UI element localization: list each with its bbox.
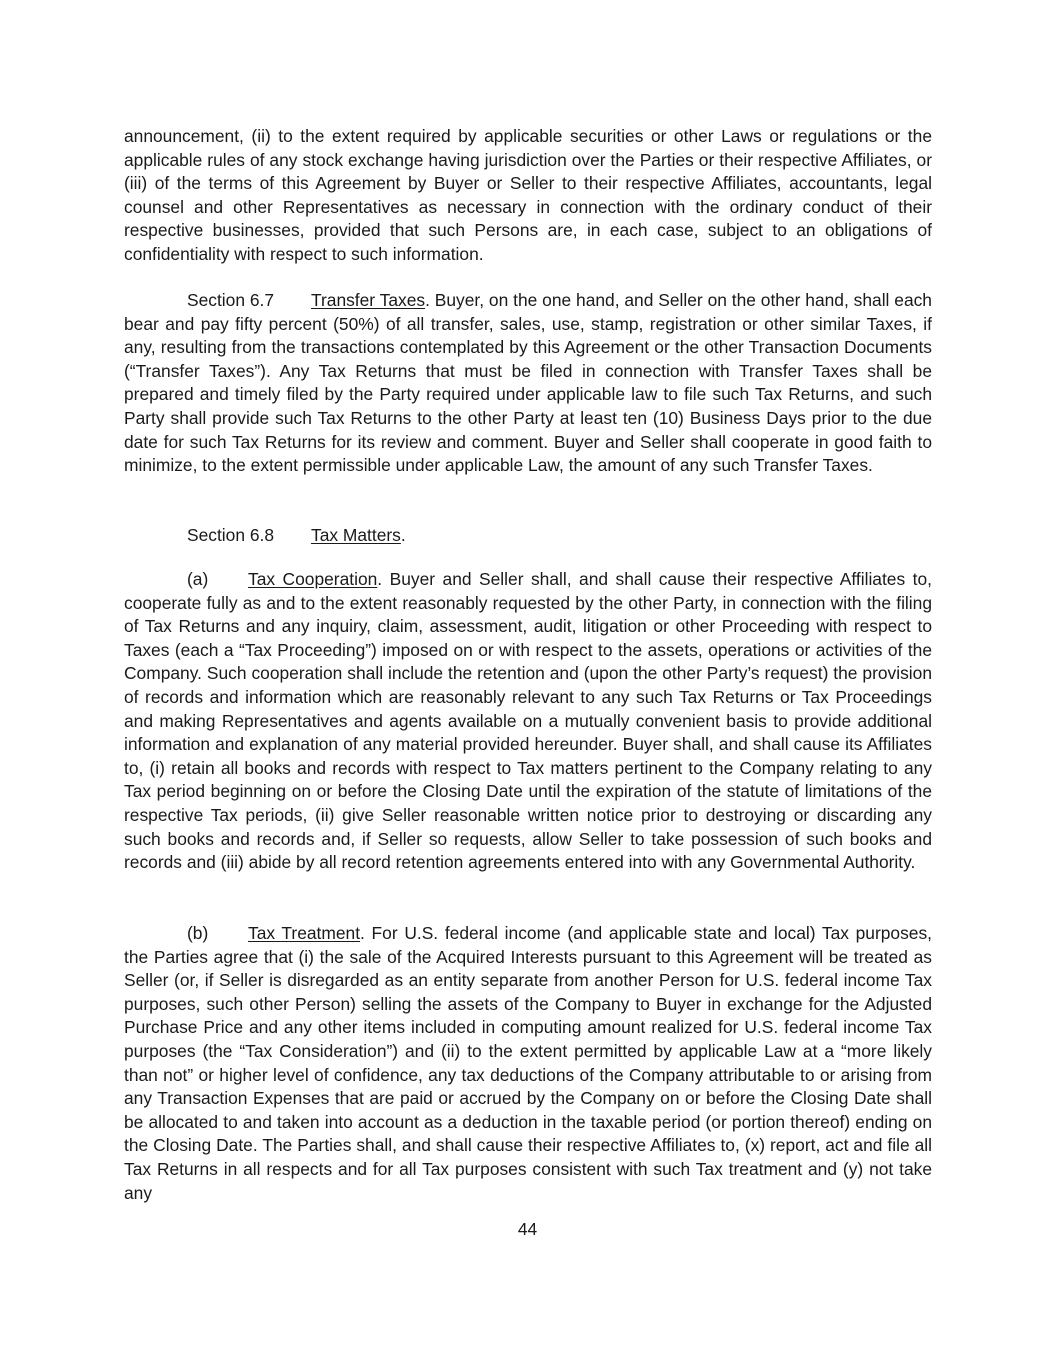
subsection-body: Buyer and Seller shall, and shall cause their respective Affiliates to, cooperate fully as and to the extent reasonably requested by the other Party, in connection with the filing of Tax Returns and any inquiry, claim, assessment, audit, litigation or other Proceeding with respect to Taxes (each a “Tax Proceeding”) imposed on or with respect to the assets, operations or activities of the Company. Such cooperation shall include the retention and (upon the other Party’s request) the provision of records and information which are reasonably relevant to any such Tax Returns or Tax Proceedings and making Representatives and agents available on a mutually convenient basis to provide additional information and explanation of any material provided hereunder. Buyer shall, and shall cause its Affiliates to, (i) retain all books and records with respect to Tax matters pertinent to the Company relating to any Tax period beginning on or before the Closing Date until the expiration of the statute of limitations of the respective Tax periods, (ii) give Seller reasonable written notice prior to destroying or discarding any such books and records and, if Seller so requests, allow Seller to take possession of such books and records and (iii) abide by all record retention agreements entered into with any Governmental Authority. [124, 569, 932, 873]
subsection-heading-punct: . [377, 569, 383, 589]
section-6-7-transfer-taxes [124, 289, 932, 478]
section-number: Section 6.7 [187, 290, 275, 310]
section-heading-punct: . [400, 525, 406, 545]
section-heading: Tax Matters [311, 525, 401, 545]
section-6-7-paragraph [124, 289, 932, 478]
section-number: Section 6.8 [187, 525, 275, 545]
subsection-a-tax-cooperation [124, 568, 932, 875]
subsection-heading: Tax Treatment [248, 923, 361, 943]
section-6-8-tax-matters [124, 524, 932, 548]
subsection-number: (a) [187, 569, 209, 589]
subsection-heading-punct: . [360, 923, 365, 943]
subsection-b-paragraph [124, 922, 932, 1205]
subsection-number: (b) [187, 923, 209, 943]
paragraph-confidentiality-continuation [124, 125, 932, 267]
subsection-b-tax-treatment [124, 922, 932, 1205]
subsection-heading: Tax Cooperation [248, 569, 378, 589]
section-heading: Transfer Taxes [311, 290, 426, 310]
page-number: 44 [517, 1219, 538, 1239]
section-heading-punct: . [425, 290, 430, 310]
section-body: Buyer, on the one hand, and Seller on the other hand, shall each bear and pay fifty percent (50%) of all transfer, sales, use, stamp, registration or other similar Taxes, if any, resulting from the transactions contemplated by this Agreement or the other Transaction Documents (“Transfer Taxes”). Any Tax Returns that must be filed in connection with Transfer Taxes shall be prepared and timely filed by the Party required under applicable law to file such Tax Returns, and such Party shall provide such Tax Returns to the other Party at least ten (10) Business Days prior to the due date for such Tax Returns for its review and comment. Buyer and Seller shall cooperate in good faith to minimize, to the extent permissible under applicable Law, the amount of any such Transfer Taxes. [124, 290, 932, 476]
subsection-body: For U.S. federal income (and applicable state and local) Tax purposes, the Parties agree that (i) the sale of the Acquired Interests pursuant to this Agreement will be treated as Seller (or, if Seller is disregarded as an entity separate from another Person for U.S. federal income Tax purposes, such other Person) selling the assets of the Company to Buyer in exchange for the Adjusted Purchase Price and any other items included in computing amount realized for U.S. federal income Tax purposes (the “Tax Consideration”) and (ii) to the extent permitted by applicable Law at a “more likely than not” or higher level of confidence, any tax deductions of the Company attributable to or arising from any Transaction Expenses that are paid or accrued by the Company on or before the Closing Date shall be allocated to and taken into account as a deduction in the taxable period (or portion thereof) ending on the Closing Date. The Parties shall, and shall cause their respective Affiliates to, (x) report, act and file all Tax Returns in all respects and for all Tax purposes consistent with such Tax treatment and (y) not take any [124, 923, 932, 1203]
subsection-a-paragraph [124, 568, 932, 875]
paragraph-text: announcement, (ii) to the extent required by applicable securities or other Laws or regulations or the applicable rules of any stock exchange having jurisdiction over the Parties or their respective Affiliates, or (iii) of the terms of this Agreement by Buyer or Seller to their respective Affiliates, accountants, legal counsel and other Representatives as necessary in connection with the ordinary conduct of their respective businesses, provided that such Persons are, in each case, subject to an obligations of confidentiality with respect to such information. [124, 126, 932, 264]
section-6-8-heading-line [124, 524, 932, 548]
